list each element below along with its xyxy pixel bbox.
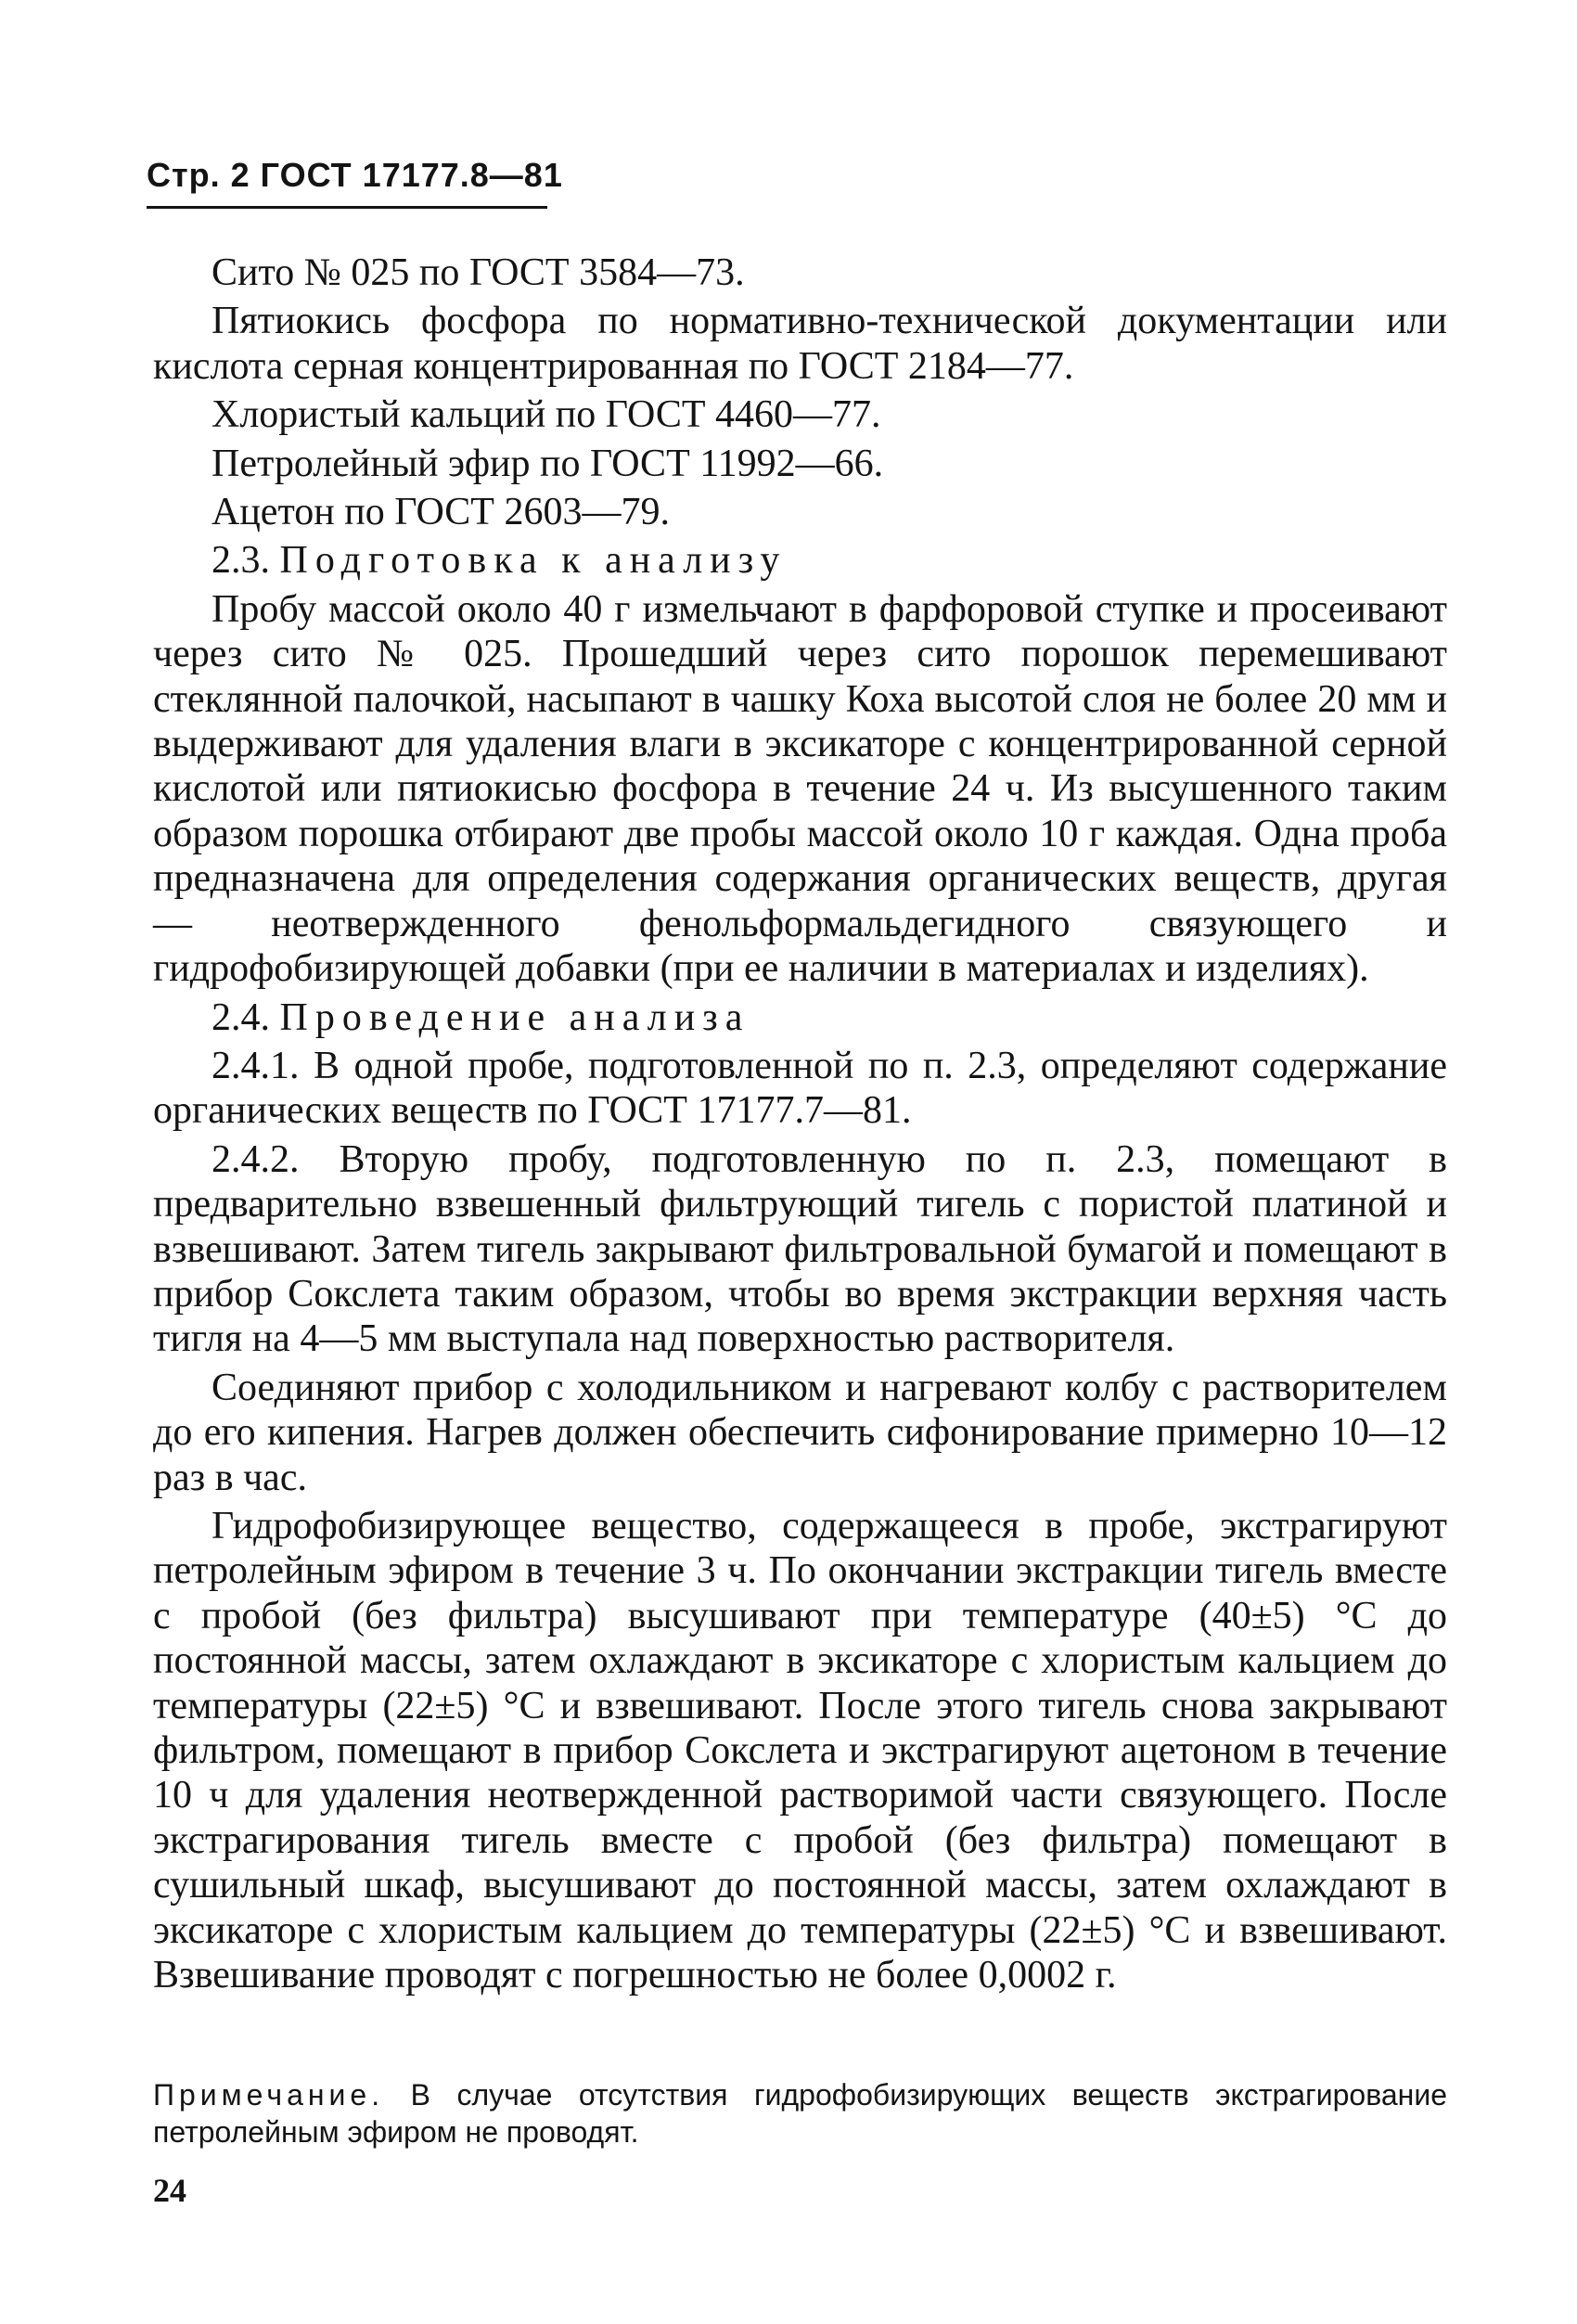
- note-label: Примечание.: [153, 2078, 385, 2112]
- note-text: В случае отсутствия гидрофобизирующих веществ экстрагирование петролейным эфиром не проводят.: [153, 2078, 1448, 2149]
- section-heading-2-4: [153, 995, 1447, 1040]
- paragraph-sample-preparation: Пробу массой около 40 г измельчают в фарфоровой ступке и просеивают через сито № 025. Прошедший через сито порошок перемешивают стеклянной палочкой, насыпают в чашку Коха высотой слоя не более 20 мм и выдерживают для удаления влаги в эксикаторе с концентрированной серной кислотой или пятиокисью фосфора в течение 24 ч. Из высушенного таким образом порошка отбирают две пробы массой около 10 г каждая. Одна проба предназначена для определения содержания органических веществ, другая — неотвержденного фенольформальдегидного связующего и гидрофобизирующей добавки (при ее наличии в материалах и изделиях).: [153, 587, 1447, 991]
- section-heading-2-3: [153, 538, 1447, 583]
- paragraph-heating: Соединяют прибор с холодильником и нагревают колбу с растворителем до его кипения. Нагрев должен обеспечить сифонирование примерно 10—12 раз в час.: [153, 1366, 1447, 1499]
- page-number: 24: [153, 2172, 186, 2209]
- paragraph-extraction: Гидрофобизирующее вещество, содержащееся в пробе, экстрагируют петролейным эфиром в течение 3 ч. По окончании экстракции тигель вместе с пробой (без фильтра) высушивают при температуре (40±5) °С до постоянной массы, затем охлаждают в эксикаторе с хлористым кальцием до температуры (22±5) °С и взвешивают. После этого тигель снова закрывают фильтром, помещают в прибор Сокслета и экстрагируют ацетоном в течение 10 ч для удаления неотвержденной растворимой части связующего. После экстрагирования тигель вместе с пробой (без фильтра) помещают в сушильный шкаф, высушивают до постоянной массы, затем охлаждают в эксикаторе с хлористым кальцием до температуры (22±5) °С и взвешивают. Взвешивание проводят с погрешностью не более 0,0002 г.: [153, 1504, 1447, 1997]
- header-rule: [147, 206, 547, 209]
- document-body: [153, 250, 1447, 2001]
- section-number: 2.4.: [212, 995, 270, 1039]
- paragraph-phosphorus-pentoxide: Пятиокись фосфора по нормативно-технической документации или кислота серная концентрированная по ГОСТ 2184—77.: [153, 300, 1447, 388]
- paragraph-acetone: Ацетон по ГОСТ 2603—79.: [212, 491, 670, 534]
- section-number: 2.3.: [212, 539, 270, 583]
- paragraph-2-4-2: 2.4.2. Вторую пробу, подготовленную по п. 2.3, помещают в предварительно взвешенный фильтрующий тигель с пористой платиной и взвешивают. Затем тигель закрывают фильтровальной бумагой и помещают в прибор Сокслета таким образом, чтобы во время экстракции верхняя часть тигля на 4—5 мм выступала над поверхностью растворителя.: [153, 1137, 1447, 1361]
- running-header: Стр. 2 ГОСТ 17177.8—81: [147, 156, 563, 194]
- section-title: Подготовка к анализу: [279, 539, 788, 583]
- paragraph-2-4-1: 2.4.1. В одной пробе, подготовленной по п. 2.3, определяют содержание органических веществ по ГОСТ 17177.7—81.: [153, 1044, 1447, 1133]
- paragraph-petroleum-ether: Петролейный эфир по ГОСТ 11992—66.: [212, 442, 884, 485]
- paragraph-sieve: Сито № 025 по ГОСТ 3584—73.: [212, 251, 745, 294]
- section-title: Проведение анализа: [279, 995, 750, 1039]
- footnote: [153, 2076, 1447, 2151]
- paragraph-calcium-chloride: Хлористый кальций по ГОСТ 4460—77.: [212, 393, 881, 437]
